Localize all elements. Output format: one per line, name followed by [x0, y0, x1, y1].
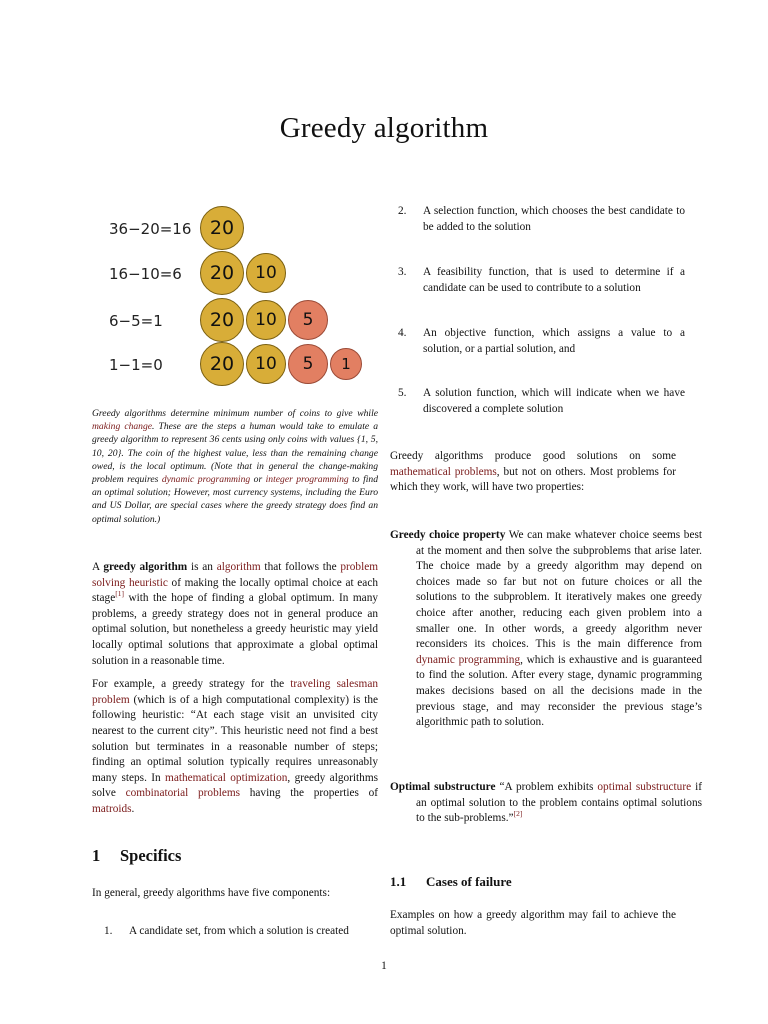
- text: We can make whatever choice seems best at the moment and then solve the subproblems that arise later. The choice made by a greedy algorithm may depend on choices made so far but not on future choices or all the solutions to the subproblem. It iteratively makes one greedy choice after another, reducing each given problem into a smaller one. In other words, a greedy algorithm never reconsiders its choices. This is the main difference from: [416, 529, 702, 651]
- figure-row-label: 1−1=0: [109, 356, 163, 374]
- text: “A problem exhibits: [495, 781, 598, 793]
- text: having the properties of: [240, 787, 379, 800]
- section-heading-specifics: [92, 846, 181, 866]
- section-heading-cases-of-failure: [390, 874, 512, 890]
- coin-5: 5: [288, 344, 328, 384]
- coin-10: 10: [246, 344, 286, 384]
- text: , greedy algorithms solve: [92, 771, 378, 800]
- section-title: Specifics: [120, 846, 182, 865]
- text: A: [92, 561, 104, 573]
- cases-of-failure-text: [390, 908, 676, 939]
- coin-20: 20: [200, 206, 244, 250]
- text: Examples on how a greedy algorithm may fail to achieve the optimal solution.: [390, 909, 676, 937]
- link-mathematical-problems[interactable]: mathematical problems: [390, 465, 497, 478]
- left-column: [92, 560, 378, 826]
- coin-10: 10: [246, 300, 286, 340]
- list-item: [104, 924, 391, 940]
- text: of making the locally optimal choice at each stage: [92, 576, 378, 605]
- term-greedy-algorithm: greedy algorithm: [103, 561, 188, 573]
- coin-20: 20: [200, 251, 244, 295]
- list-number: 5.: [398, 387, 407, 399]
- term-greedy-choice-property: Greedy choice property: [390, 529, 506, 541]
- text: In general, greedy algorithms have five components:: [92, 887, 331, 899]
- text: (which is of a high computational complexity) is the following heuristic: “At each stage visit an unvisited city nearest to the current city”. This heuristic need not find a best solution but terminates in a reasonable number of steps; finding an optimal solution typically requires unreasonably many steps. In: [92, 693, 378, 784]
- list-number: 2.: [398, 205, 407, 217]
- coin-5: 5: [288, 300, 328, 340]
- example-paragraph: [92, 677, 378, 817]
- list-text: A feasibility function, that is used to determine if a candidate can be used to contribute to a solution: [423, 266, 685, 294]
- citation-2[interactable]: [2]: [513, 809, 523, 819]
- citation-1[interactable]: [1]: [115, 589, 124, 599]
- specifics-intro: [92, 886, 378, 902]
- section-title: Cases of failure: [426, 874, 512, 889]
- text: if an optimal solution to the problem contains optimal solutions to the sub-problems.”: [416, 781, 702, 825]
- coin-1: 1: [330, 348, 362, 380]
- list-text: A candidate set, from which a solution is created: [129, 925, 349, 937]
- coin-20: 20: [200, 298, 244, 342]
- section-number: 1: [92, 846, 101, 865]
- link-integer-programming[interactable]: integer programming: [265, 474, 349, 486]
- figure-caption: [92, 407, 378, 526]
- greedy-choice-property: [390, 528, 702, 731]
- properties-intro: [390, 449, 676, 504]
- text: with the hope of finding a global optimum. In many problems, a greedy strategy does not in general produce an optimal solution, but nonetheless a greedy heuristic may yield locally optimal solutions that approximate a global optimal solution in a reasonable time.: [92, 592, 378, 667]
- figure-row-label: 16−10=6: [109, 265, 182, 283]
- text: Greedy algorithms produce good solutions on some: [390, 450, 676, 462]
- text: .: [131, 802, 135, 815]
- figure-row-label: 36−20=16: [109, 220, 192, 238]
- optimal-substructure: [390, 780, 702, 827]
- page-title: Greedy algorithm: [279, 112, 489, 144]
- list-number: 1.: [104, 925, 113, 937]
- list-number: 3.: [398, 266, 407, 278]
- list-item: [398, 326, 685, 358]
- caption-text: Greedy algorithms determine minimum number of coins to give while: [92, 408, 378, 419]
- link-dynamic-programming[interactable]: dynamic programming: [161, 474, 251, 486]
- coin-20: 20: [200, 342, 244, 386]
- term-optimal-substructure: Optimal substructure: [390, 781, 496, 793]
- link-mathematical-optimization[interactable]: mathematical optimization: [165, 771, 288, 784]
- coin-10: 10: [246, 253, 286, 293]
- list-text: A selection function, which chooses the best candidate to be added to the solution: [423, 205, 685, 233]
- list-text: A solution function, which will indicate when we have discovered a complete solution: [423, 387, 685, 415]
- list-item: [398, 265, 685, 297]
- figure-row-label: 6−5=1: [109, 312, 163, 330]
- intro-paragraph: [92, 560, 378, 669]
- link-dynamic-programming-2[interactable]: dynamic programming: [416, 653, 521, 666]
- list-number: 4.: [398, 327, 407, 339]
- list-item: [398, 204, 685, 236]
- paragraph: [390, 449, 676, 496]
- link-combinatorial-problems[interactable]: combinatorial problems: [125, 787, 241, 800]
- link-traveling-salesman-problem[interactable]: traveling salesman problem: [92, 678, 378, 706]
- page-number: 1: [381, 960, 387, 972]
- caption-text: or: [250, 474, 266, 486]
- caption-text: to find an optimal solution; However, most currency systems, including the Euro and US Dollar, are special cases where the greedy strategy does find an optimal solution.): [92, 474, 378, 525]
- text: is an: [187, 561, 217, 573]
- link-algorithm[interactable]: algorithm: [216, 561, 261, 573]
- text: , but not on others. Most problems for which they work, will have two properties:: [390, 465, 676, 494]
- text: For example, a greedy strategy for the: [92, 678, 291, 691]
- text: , which is exhaustive and is guaranteed to find the solution. After every stage, dynamic programming makes decisions based on all the decisions made in the previous stage, and may reconsider the previous stage’s algorithmic path to solution.: [416, 653, 703, 729]
- section-number: 1.1: [390, 874, 407, 889]
- list-item: [398, 386, 685, 418]
- text: that follows the: [260, 561, 341, 573]
- link-matroids[interactable]: matroids: [92, 802, 132, 815]
- link-optimal-substructure[interactable]: optimal substructure: [597, 781, 692, 793]
- link-problem-solving-heuristic[interactable]: problem solving heuristic: [92, 561, 379, 589]
- coin-change-figure: [100, 200, 390, 390]
- link-making-change[interactable]: making change: [92, 421, 153, 433]
- caption-text: . These are the steps a human would take to emulate a greedy algorithm to represent 36 cents using only coins with values {1, 5, 10, 20}. The coin of the highest value, less than the remaining change owed, is the local optimum. (Note that in general the change-making problem requires: [92, 421, 378, 486]
- list-text: An objective function, which assigns a value to a solution, or a partial solution, and: [423, 327, 685, 355]
